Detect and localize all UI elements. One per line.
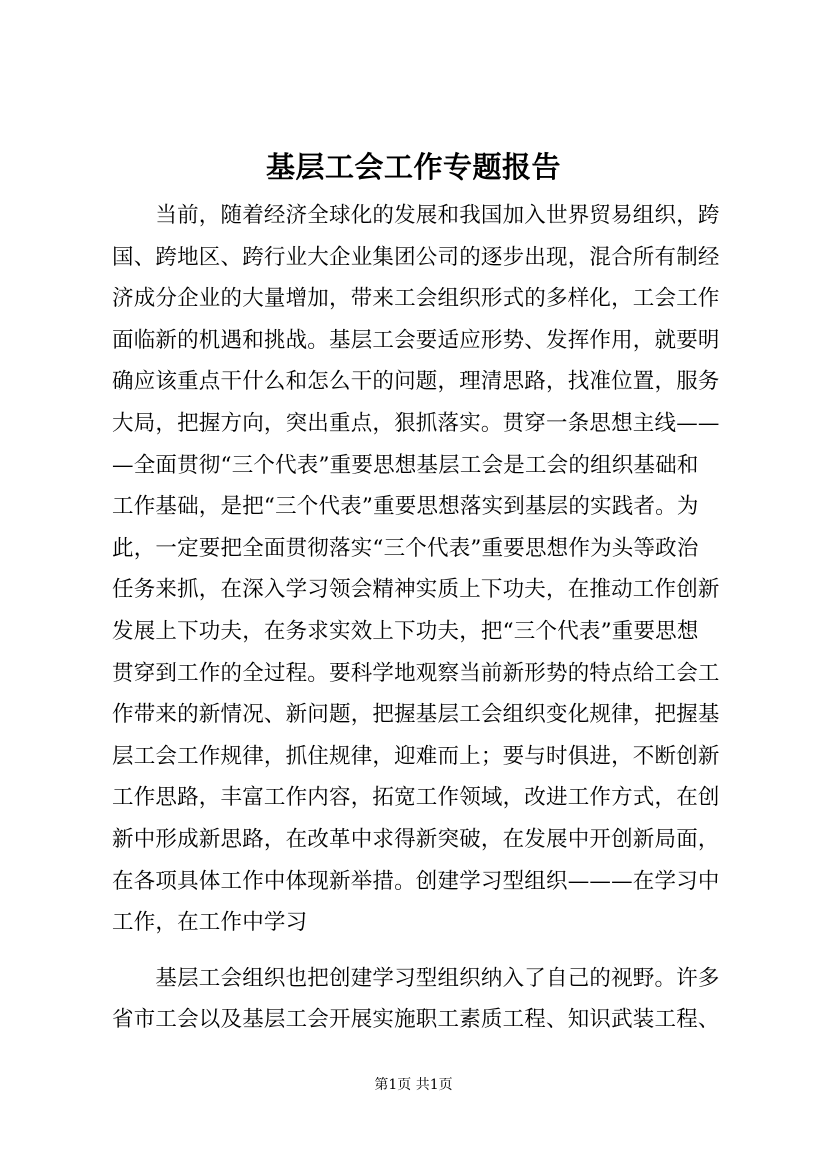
text-line: 工作，在工作中学习 (112, 910, 308, 936)
text-line: 确应该重点干什么和怎么干的问题，理清思路，找准位置，服务 (112, 369, 720, 395)
text-line: 当前，随着经济全球化的发展和我国加入世界贸易组织，跨 (112, 203, 720, 228)
paragraph-gap (112, 944, 732, 958)
text-line: 工作思路，丰富工作内容，拓宽工作领域，改进工作方式，在创 (112, 785, 720, 811)
text-line: 济成分企业的大量增加，带来工会组织形式的多样化，工会工作 (112, 286, 720, 312)
document-title: 基层工会工作专题报告 (265, 150, 561, 184)
text-line: 省市工会以及基层工会开展实施职工素质工程、知识武装工程、 (112, 1007, 720, 1033)
page-footer: 第1页 共1页 (374, 1077, 453, 1093)
text-line: 层工会工作规律，抓住规律，迎难而上；要与时俱进，不断创新 (112, 743, 720, 769)
text-line: 在各项具体工作中体现新举措。创建学习型组织———在学习中 (112, 868, 720, 894)
text-line: 贯穿到工作的全过程。要科学地观察当前新形势的特点给工会工 (112, 660, 720, 686)
text-line: —全面贯彻“三个代表”重要思想基层工会是工会的组织基础和 (112, 452, 699, 478)
paragraph-1 (112, 195, 732, 944)
document-body (112, 195, 732, 1041)
text-line: 面临新的机遇和挑战。基层工会要适应形势、发挥作用，就要明 (112, 327, 720, 353)
text-line: 大局，把握方向，突出重点，狠抓落实。贯穿一条思想主线—— (112, 410, 720, 436)
text-line: 任务来抓，在深入学习领会精神实质上下功夫，在推动工作创新 (112, 577, 720, 603)
text-line: 此，一定要把全面贯彻落实“三个代表”重要思想作为头等政治 (112, 535, 699, 561)
text-line: 工作基础，是把“三个代表”重要思想落实到基层的实践者。为 (112, 494, 699, 520)
paragraph-2 (112, 958, 732, 1041)
text-line: 作带来的新情况、新问题，把握基层工会组织变化规律，把握基 (112, 702, 720, 728)
text-line: 国、跨地区、跨行业大企业集团公司的逐步出现，混合所有制经 (112, 244, 720, 270)
text-line: 新中形成新思路，在改革中求得新突破，在发展中开创新局面， (112, 826, 720, 852)
text-line: 发展上下功夫，在务求实效上下功夫，把“三个代表”重要思想 (112, 618, 699, 644)
text-line: 基层工会组织也把创建学习型组织纳入了自己的视野。许多 (112, 965, 720, 991)
